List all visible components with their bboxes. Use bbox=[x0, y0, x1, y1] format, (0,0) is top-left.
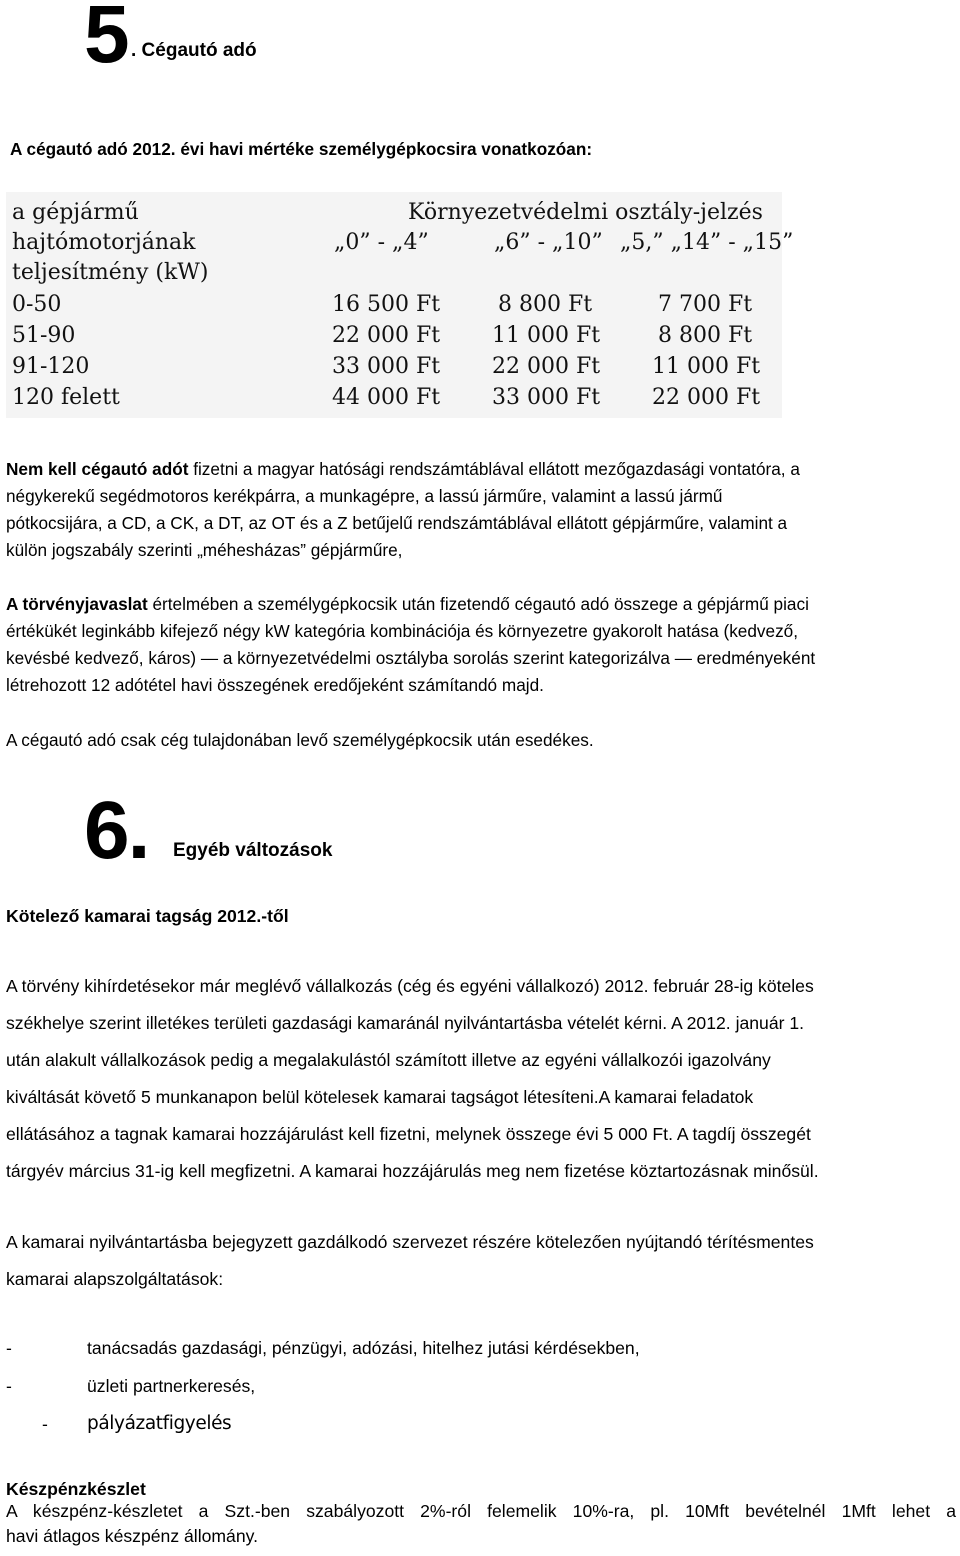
table-cell: 11 000 Ft bbox=[652, 354, 761, 379]
list-item bbox=[6, 1376, 12, 1397]
kw-header-line-1: a gépjármű bbox=[12, 200, 139, 225]
services-intro bbox=[6, 1224, 956, 1298]
kw-header-line-3: teljesítmény (kW) bbox=[12, 260, 209, 285]
text-line: értékükét leginkább kifejező négy kW kategória kombinációja és környezetre gyakorolt hatása (kedvező, bbox=[6, 621, 799, 641]
table-cell: 8 800 Ft bbox=[658, 323, 753, 348]
text-line: A készpénz-készletet a Szt.-ben szabályozott 2%-ról felemelik 10%-ra, pl. 10Mft bevételnél 1Mft lehet a bbox=[6, 1501, 956, 1521]
table-row-kw: 0-50 bbox=[12, 292, 62, 317]
text-line: A kamarai nyilvántartásba bejegyzett gazdálkodó szervezet részére kötelezően nyújtandó térítésmentes bbox=[6, 1232, 814, 1252]
class-header-6-10: „6” - „10” bbox=[494, 230, 603, 255]
list-dash: - bbox=[6, 1376, 12, 1396]
section-6-title: Egyéb változások bbox=[173, 840, 333, 861]
list-item-text: üzleti partnerkeresés, bbox=[87, 1376, 256, 1396]
text-line: kevésbé kedvező, káros) — a környezetvédelmi osztályba sorolás szerint kategorizálva — eredményeként bbox=[6, 648, 816, 668]
table-row-kw: 91-120 bbox=[12, 354, 90, 379]
table-row-kw: 51-90 bbox=[12, 323, 76, 348]
table-row-kw: 120 felett bbox=[12, 385, 120, 410]
text-line: ellátásához a tagnak kamarai hozzájárulást kell fizetni, melynek összege évi 5 000 Ft. A tagdíj összegét bbox=[6, 1124, 811, 1144]
text-line: négykerekű segédmotoros kerékpárra, a munkagépre, a lassú járműre, valamint a lassú jármű bbox=[6, 486, 723, 506]
text-line: kamarai alapszolgáltatások: bbox=[6, 1269, 224, 1289]
table-cell: 22 000 Ft bbox=[652, 385, 761, 410]
text-line: pótkocsijára, a CD, a CK, a DT, az OT és a Z betűjelű rendszámtáblával ellátott gépjárműre, valamint a bbox=[6, 513, 788, 533]
list-dash: - bbox=[6, 1338, 12, 1358]
table-cell: 22 000 Ft bbox=[492, 354, 601, 379]
section-6-number: 6. bbox=[84, 785, 149, 876]
table-cell: 7 700 Ft bbox=[658, 292, 753, 317]
tax-rate-table-image bbox=[6, 192, 794, 418]
table-cell: 8 800 Ft bbox=[498, 292, 593, 317]
environment-class-header: Környezetvédelmi osztály-jelzés bbox=[408, 200, 763, 225]
list-item-text: tanácsadás gazdasági, pénzügyi, adózási, hitelhez jutási kérdésekben, bbox=[87, 1338, 640, 1358]
text-line: külön jogszabály szerinti „méhesházas” gépjárműre, bbox=[6, 540, 403, 560]
cash-paragraph bbox=[6, 1499, 956, 1549]
bill-paragraph bbox=[6, 591, 956, 699]
list-item-text: pályázatfigyelés bbox=[87, 1413, 232, 1434]
exemption-bold: Nem kell cégautó adót bbox=[6, 459, 189, 479]
text-line: havi átlagos készpénz állomány. bbox=[6, 1526, 258, 1546]
table-cell: 33 000 Ft bbox=[492, 385, 601, 410]
section-5-number: 5 bbox=[84, 0, 128, 80]
table-cell: 44 000 Ft bbox=[332, 385, 441, 410]
text-line: értelmében a személygépkocsik után fizetendő cégautó adó összege a gépjármű piaci bbox=[147, 594, 809, 614]
section-5-intro: A cégautó adó 2012. évi havi mértéke személygépkocsira vonatkozóan: bbox=[10, 139, 593, 159]
table-cell: 16 500 Ft bbox=[332, 292, 441, 317]
chamber-paragraph bbox=[6, 968, 956, 1190]
text-line: után alakult vállalkozások pedig a megalakulástól számított illetve az egyéni vállalkozói igazolvány bbox=[6, 1050, 771, 1070]
text-line: létrehozott 12 adótétel havi összegének eredőjeként számítandó majd. bbox=[6, 675, 544, 695]
text-line: tárgyév március 31-ig kell megfizetni. A kamarai hozzájárulás meg nem fizetése köztartozásnak minősül. bbox=[6, 1161, 819, 1181]
text-line: A törvény kihírdetésekor már meglévő vállalkozás (cég és egyéni vállalkozó) 2012. február 28-ig köteles bbox=[6, 976, 814, 996]
class-header-5-14-15: „5,” „14” - „15” bbox=[620, 230, 794, 255]
list-item bbox=[42, 1414, 48, 1435]
kw-header-line-2: hajtómotorjának bbox=[12, 230, 196, 255]
exemption-paragraph bbox=[6, 456, 956, 564]
ownership-paragraph: A cégautó adó csak cég tulajdonában levő személygépkocsik után esedékes. bbox=[6, 730, 594, 750]
cash-heading: Készpénzkészlet bbox=[6, 1479, 146, 1499]
table-cell: 33 000 Ft bbox=[332, 354, 441, 379]
text-line: székhelye szerint illetékes területi gazdasági kamaránál nyilvántartásba vételét kérni. A 2012. január 1. bbox=[6, 1013, 805, 1033]
bill-bold: A törvényjavaslat bbox=[6, 594, 148, 614]
table-cell: 11 000 Ft bbox=[492, 323, 601, 348]
text-line: kiváltását követő 5 munkanapon belül kötelesek kamarai tagságot létesíteni.A kamarai feladatok bbox=[6, 1087, 754, 1107]
list-dash: - bbox=[42, 1414, 48, 1434]
chamber-subheading: Kötelező kamarai tagság 2012.-től bbox=[6, 906, 289, 926]
text-line: fizetni a magyar hatósági rendszámtáblával ellátott mezőgazdasági vontatóra, a bbox=[188, 459, 800, 479]
list-item bbox=[6, 1338, 12, 1359]
class-header-0-4: „0” - „4” bbox=[334, 230, 429, 255]
section-5-title: . Cégautó adó bbox=[131, 40, 257, 61]
table-cell: 22 000 Ft bbox=[332, 323, 441, 348]
